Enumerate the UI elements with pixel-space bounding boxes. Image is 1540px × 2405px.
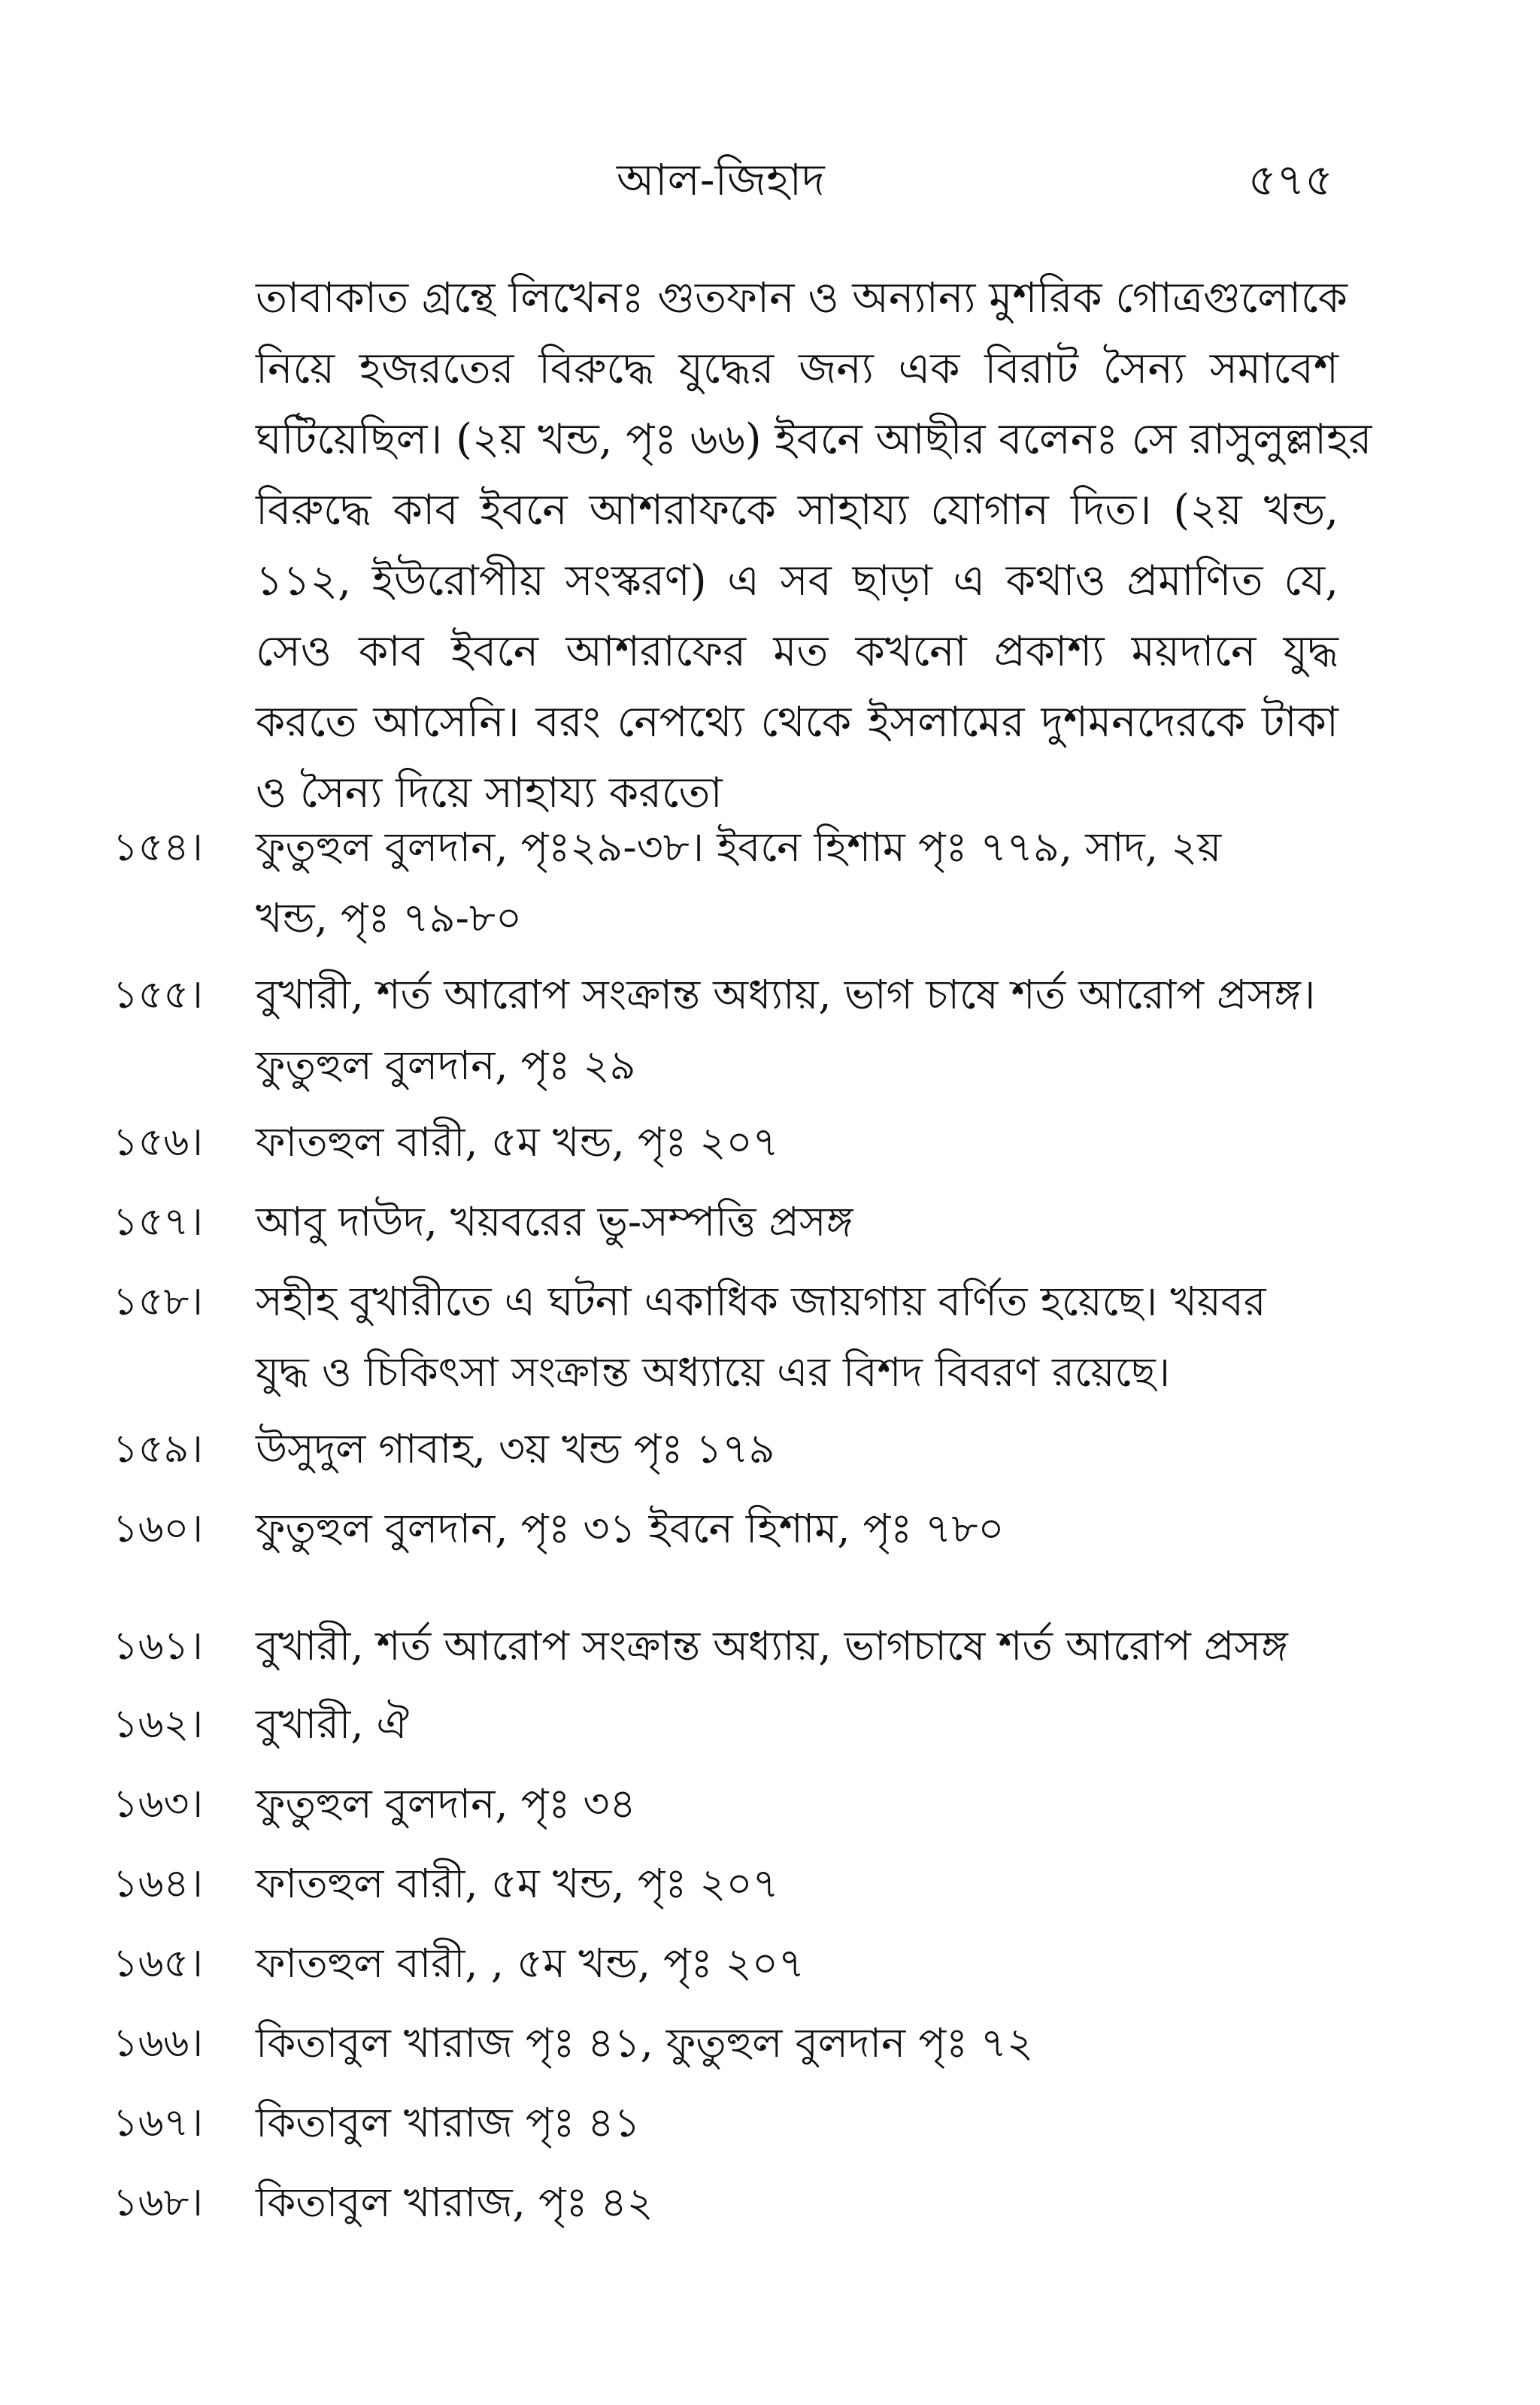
paragraph-line: ঘটিয়েছিল। (২য় খন্ড, পৃঃ ৬৬) ইবনে আছীর বলেনঃ সে রাসুলুল্লাহর — [256, 415, 1372, 464]
footnote-text — [256, 1689, 1338, 1760]
footnote-number: ১৫৯। — [113, 1427, 203, 1472]
footnote-text — [256, 1494, 1338, 1564]
footnote-number: ১৫৮। — [113, 1279, 203, 1324]
footnote-line: কিতাবুল খারাজ পৃঃ ৪১, ফুতুহুল বুলদান পৃঃ ৭২ — [256, 2019, 1034, 2067]
footnote-text — [256, 2008, 1338, 2079]
footnote-line: ফুতুহুল বুলদান, পৃঃ২৯-৩৮। ইবনে হিশাম পৃঃ ৭৭৯, সাদ, ২য় — [256, 823, 1222, 871]
footnote-number: ১৫৬। — [113, 1120, 203, 1165]
footnote-number: ১৬২। — [113, 1702, 203, 1747]
footnote-line: কিতাবুল খারাজ, পৃঃ ৪২ — [256, 2179, 653, 2226]
footnote-line: কিতাবুল খারাজ পৃঃ ৪১ — [256, 2099, 641, 2146]
footnote-number: ১৬৭। — [113, 2100, 203, 2146]
footnote-text — [256, 2167, 1338, 2238]
continued-paragraph — [256, 263, 1372, 829]
footnote-number: ১৬৮। — [113, 2180, 203, 2225]
footnote-number: ১৬৬। — [113, 2021, 203, 2066]
footnote-number: ১৬৫। — [113, 1941, 203, 1986]
footnote-line: বুখারী, শর্ত আরোপ সংক্রান্ত অধ্যায়, ভাগ চাষে শর্ত আরোপ প্রসঙ্গ। — [256, 971, 1316, 1018]
footnote-line: যুদ্ধ ও চিকিৎসা সংক্রান্ত অধ্যায়ে এর বিশদ বিবরণ রয়েছে। — [256, 1348, 1171, 1396]
footnote-text — [256, 1848, 1338, 1919]
footnote-line: বুখারী, শর্ত আরোপ সংক্রান্ত অধ্যায়, ভাগচাষে শর্ত আরোপ প্রসঙ্গ — [256, 1622, 1288, 1670]
footnote-number: ১৬১। — [113, 1624, 203, 1669]
paragraph-line: তাবাকাত গ্রন্থে লিখেনঃ গুতফান ও অন্যান্য মুশরিক গোত্রগুলোকে — [256, 274, 1348, 323]
footnote-line: ফাতহুল বারী, , ৫ম খন্ড, পৃঃ ২০৭ — [256, 1939, 805, 1987]
footnote-line: ফাতহুল বারী, ৫ম খন্ড, পৃঃ ২০৭ — [256, 1860, 779, 1907]
footnote-number: ১৫৭। — [113, 1199, 203, 1245]
footnote-line: সহীহ বুখারীতে এ ঘটনা একাধিক জায়গায় বর্ণিত হয়েছে। খয়বর — [256, 1278, 1266, 1325]
footnote-number: ১৬৪। — [113, 1861, 203, 1906]
footnote-text — [256, 812, 1338, 954]
footnote-text — [256, 2088, 1338, 2158]
footnote-text — [256, 960, 1338, 1101]
footnote-line: ফুতুহুল বুলদান, পৃঃ ২৯ — [256, 1042, 636, 1089]
footnote-text — [256, 1266, 1338, 1408]
paragraph-line: করতে আসেনি। বরং নেপথ্যে থেকে ইসলামের দুশমনদেরকে টাকা — [256, 698, 1338, 747]
footnote-number: ১৬৩। — [113, 1782, 203, 1827]
paragraph-line: ও সৈন্য দিয়ে সাহায্য করতো — [256, 769, 723, 817]
paragraph-line: বিরুদ্ধে কাব ইবনে আশরাফকে সাহায্য যোগান দিত। (২য় খন্ড, — [256, 486, 1338, 535]
footnote-line: ফাতহুল বারী, ৫ম খন্ড, পৃঃ ২০৭ — [256, 1118, 779, 1166]
footnote-line: আবু দাউদ, খয়বরের ভু-সম্পত্তি প্রসঙ্গ — [256, 1198, 853, 1245]
footnote-number: ১৬০। — [113, 1506, 203, 1551]
footnote-number: ১৫৫। — [113, 972, 203, 1018]
paragraph-line: সেও কাব ইবনে আশরাফের মত কখনো প্রকাশ্য ময়দানে যুদ্ধ — [256, 627, 1338, 676]
footnote-line: বুখারী, ঐ — [256, 1700, 410, 1748]
paragraph-line: ১১২, ইউরোপীয় সংস্করণ) এ সব ছাড়া এ কথাও প্রমাণিত যে, — [256, 557, 1338, 605]
footnote-text — [256, 1928, 1338, 1999]
page-header-title: আল-জিহাদ — [617, 154, 825, 205]
footnote-line: খন্ড, পৃঃ ৭৯-৮০ — [256, 894, 523, 942]
footnote-text — [256, 1769, 1338, 1839]
page-number: ৫৭৫ — [1248, 154, 1333, 205]
footnote-number: ১৫৪। — [113, 825, 203, 870]
footnote-text — [256, 1611, 1338, 1682]
paragraph-line: নিয়ে হজরতের বিরুদ্ধে যুদ্ধের জন্য এক বিরাট সৈন্য সমাবেশ — [256, 344, 1338, 393]
footnote-line: উসুদুল গাবাহ, ৩য় খন্ড পৃঃ ১৭৯ — [256, 1425, 775, 1472]
footnote-text — [256, 1107, 1338, 1178]
footnote-text — [256, 1414, 1338, 1485]
footnote-text — [256, 1187, 1338, 1257]
footnote-line: ফুতুহুল বুলদান, পৃঃ ৩৪ — [256, 1780, 636, 1827]
footnote-line: ফুতুহুল বুলদান, পৃঃ ৩১ ইবনে হিশাম, পৃঃ ৭৮০ — [256, 1505, 1005, 1552]
